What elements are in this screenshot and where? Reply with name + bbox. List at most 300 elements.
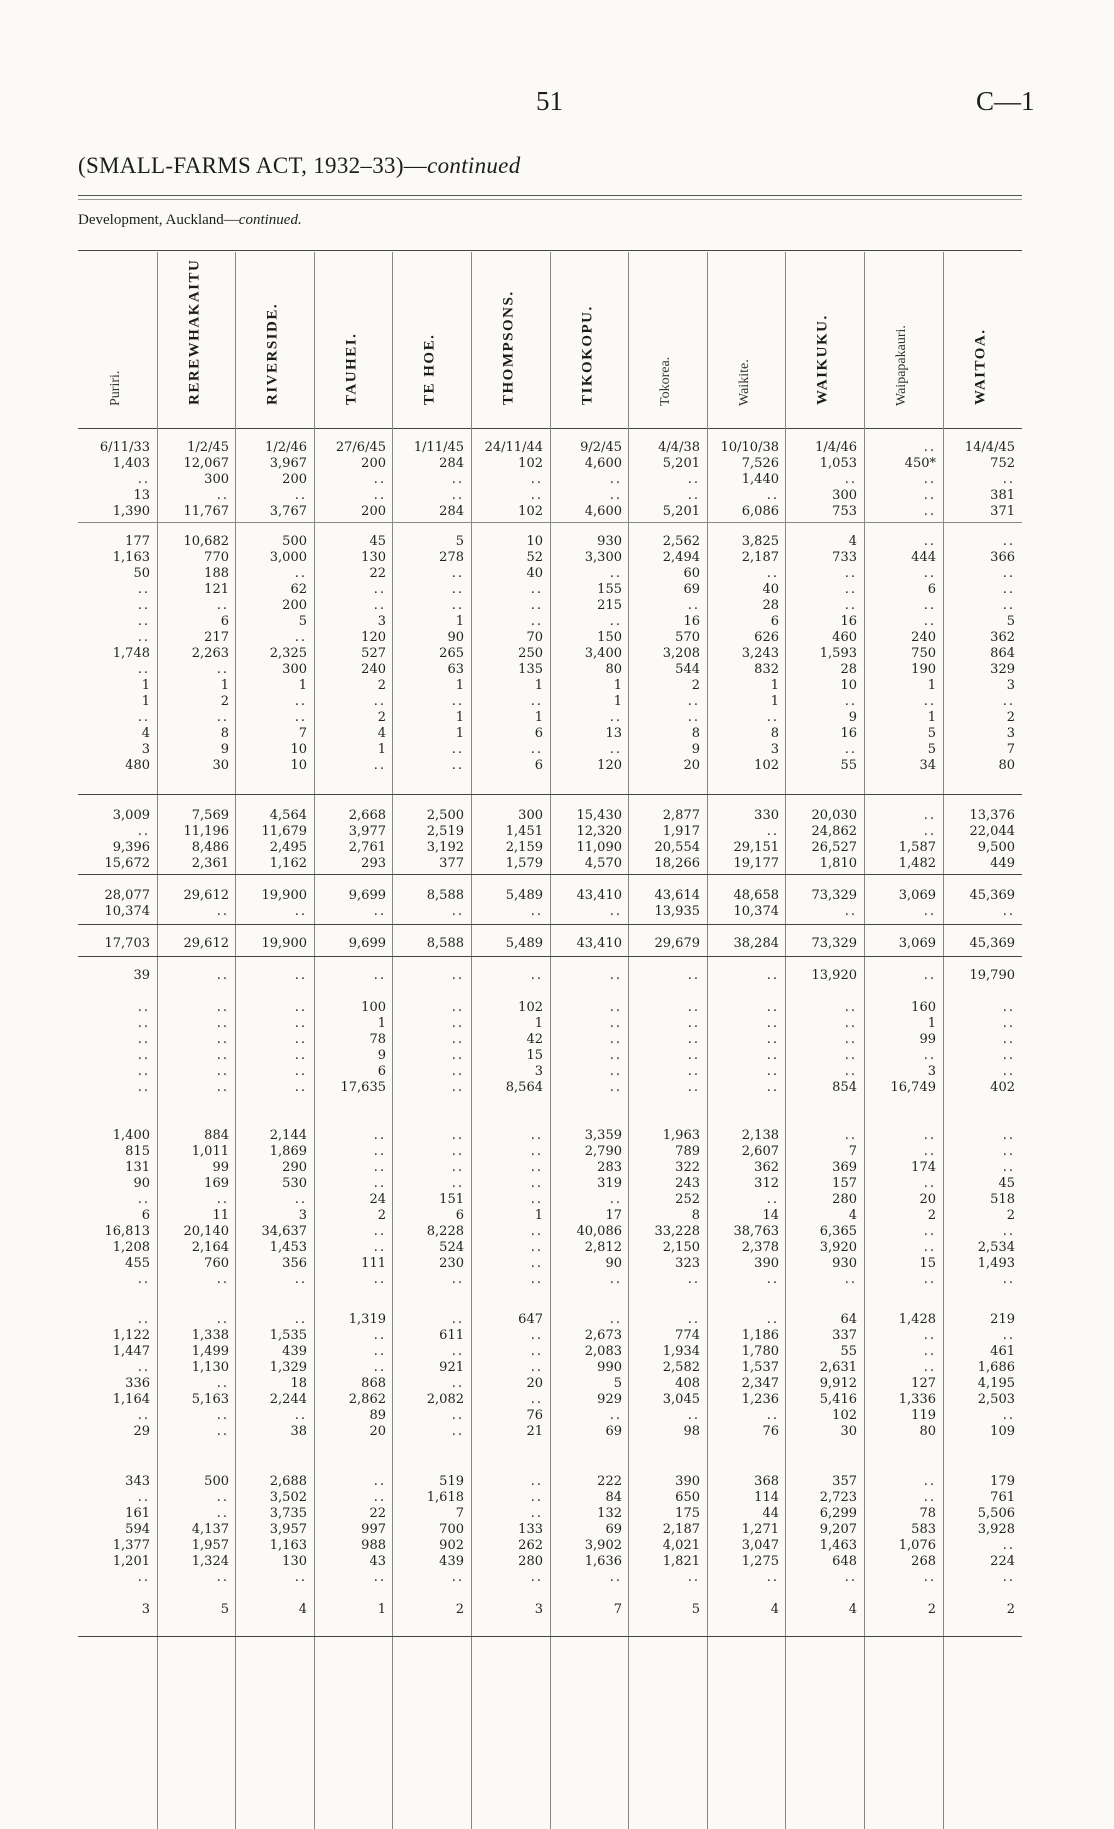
table-cell: 3,502 — [269, 1490, 307, 1505]
table-cell: 3,920 — [819, 1240, 857, 1255]
table-cell: 4,021 — [662, 1538, 700, 1553]
table-cell: 6 — [220, 614, 229, 629]
table-cell: 132 — [597, 1506, 622, 1521]
table-cell: .. — [609, 488, 622, 503]
table-cell: 1,934 — [662, 1344, 700, 1359]
table-cell: 356 — [282, 1256, 307, 1271]
table-cell: 319 — [597, 1176, 622, 1191]
table-cell: 1,403 — [112, 456, 150, 471]
table-cell: 16,813 — [104, 1224, 150, 1239]
table-cell: 13 — [133, 488, 150, 503]
table-cell: .. — [451, 1344, 464, 1359]
page-number: 51 — [536, 86, 563, 116]
table-cell: 336 — [125, 1376, 150, 1391]
table-cell: 752 — [990, 456, 1015, 471]
table-cell: 760 — [204, 1256, 229, 1271]
column-header-label: TE HOE. — [421, 333, 438, 405]
table-cell: .. — [923, 1224, 936, 1239]
table-cell: 16,749 — [890, 1080, 936, 1095]
table-cell: 169 — [204, 1176, 229, 1191]
table-cell: 377 — [439, 856, 464, 871]
table-cell: .. — [216, 1016, 229, 1031]
table-cell: 42 — [526, 1032, 543, 1047]
table-cell: 2,790 — [584, 1144, 622, 1159]
table-cell: .. — [294, 1570, 307, 1585]
table-cell: 343 — [125, 1474, 150, 1489]
table-cell: 43,410 — [576, 888, 622, 903]
table-cell: 157 — [832, 1176, 857, 1191]
table-cell: 38,763 — [733, 1224, 779, 1239]
table-cell: 2,723 — [819, 1490, 857, 1505]
table-cell: 78 — [919, 1506, 936, 1521]
table-cell: .. — [609, 472, 622, 487]
table-cell: 17,703 — [104, 936, 150, 951]
table-cell: 1,163 — [112, 550, 150, 565]
table-cell: 9,500 — [977, 840, 1015, 855]
table-cell: 268 — [911, 1554, 936, 1569]
table-cell: 4 — [770, 1602, 779, 1617]
table-cell: 1,593 — [819, 646, 857, 661]
table-cell: 200 — [282, 598, 307, 613]
table-cell: 2 — [1006, 1602, 1015, 1617]
row-group-rule — [78, 794, 1022, 795]
table-cell: .. — [530, 742, 543, 757]
table-cell: .. — [451, 1048, 464, 1063]
table-cell: 2,378 — [741, 1240, 779, 1255]
table-cell: 3,069 — [898, 936, 936, 951]
table-cell: 6/11/33 — [99, 440, 150, 455]
table-cell: 50 — [133, 566, 150, 581]
table-cell: 76 — [762, 1424, 779, 1439]
table-cell: 921 — [439, 1360, 464, 1375]
table-cell: 73,329 — [811, 936, 857, 951]
table-cell: .. — [530, 1176, 543, 1191]
table-cell: 583 — [911, 1522, 936, 1537]
table-cell: .. — [216, 1570, 229, 1585]
table-cell: 10,682 — [183, 534, 229, 549]
table-cell: .. — [609, 566, 622, 581]
table-cell: 1 — [534, 678, 543, 693]
table-cell: 460 — [832, 630, 857, 645]
table-cell: .. — [373, 488, 386, 503]
table-cell: 2,812 — [584, 1240, 622, 1255]
table-cell: 988 — [361, 1538, 386, 1553]
table-cell: 7 — [455, 1506, 464, 1521]
table-cell: .. — [1002, 582, 1015, 597]
table-cell: 111 — [361, 1256, 386, 1271]
table-cell: .. — [766, 1080, 779, 1095]
column-header — [235, 262, 311, 422]
table-cell: 4 — [848, 1208, 857, 1223]
table-cell: 2,244 — [269, 1392, 307, 1407]
table-cell: 1 — [455, 710, 464, 725]
table-cell: 8,588 — [426, 888, 464, 903]
table-cell: 322 — [675, 1160, 700, 1175]
table-cell: .. — [609, 710, 622, 725]
column-header — [550, 262, 626, 422]
table-cell: 2,361 — [191, 856, 229, 871]
table-cell: .. — [766, 488, 779, 503]
table-cell: .. — [530, 488, 543, 503]
table-cell: 1,324 — [191, 1554, 229, 1569]
table-cell: .. — [687, 1048, 700, 1063]
table-cell: 224 — [990, 1554, 1015, 1569]
table-cell: 3 — [1006, 726, 1015, 741]
table-cell: .. — [1002, 1272, 1015, 1287]
table-cell: 1 — [613, 694, 622, 709]
table-cell: 48,658 — [733, 888, 779, 903]
table-cell: .. — [530, 968, 543, 983]
table-cell: 11,196 — [183, 824, 229, 839]
table-cell: .. — [373, 1240, 386, 1255]
table-cell: .. — [844, 1064, 857, 1079]
table-cell: 8,486 — [191, 840, 229, 855]
table-cell: 1,587 — [898, 840, 936, 855]
table-cell: .. — [451, 488, 464, 503]
table-cell: .. — [451, 968, 464, 983]
table-cell: 2,862 — [348, 1392, 386, 1407]
table-cell: 4 — [377, 726, 386, 741]
table-cell: 5 — [455, 534, 464, 549]
table-cell: 20 — [919, 1192, 936, 1207]
table-cell: .. — [137, 1032, 150, 1047]
table-cell: .. — [530, 1272, 543, 1287]
column-header — [78, 262, 154, 422]
table-cell: .. — [766, 968, 779, 983]
table-cell: 1 — [534, 710, 543, 725]
table-cell: 9,699 — [348, 888, 386, 903]
table-cell: .. — [294, 904, 307, 919]
table-cell: .. — [373, 582, 386, 597]
table-cell: 109 — [990, 1424, 1015, 1439]
table-cell: .. — [137, 630, 150, 645]
table-cell: 5,489 — [505, 888, 543, 903]
table-cell: 7,569 — [191, 808, 229, 823]
table-cell: .. — [216, 1000, 229, 1015]
table-cell: 1/2/46 — [265, 440, 307, 455]
table-cell: 650 — [675, 1490, 700, 1505]
table-cell: .. — [1002, 1048, 1015, 1063]
table-cell: .. — [844, 582, 857, 597]
table-cell: .. — [451, 1160, 464, 1175]
column-header-label: Puriri. — [108, 370, 123, 406]
table-cell: 1,537 — [741, 1360, 779, 1375]
table-cell: 5 — [613, 1376, 622, 1391]
table-cell: .. — [1002, 1160, 1015, 1175]
table-cell: 2,138 — [741, 1128, 779, 1143]
table-cell: .. — [1002, 1128, 1015, 1143]
table-cell: 135 — [518, 662, 543, 677]
table-cell: .. — [530, 1256, 543, 1271]
column-header-label: RIVERSIDE. — [264, 302, 281, 405]
table-cell: .. — [451, 1128, 464, 1143]
table-cell: 929 — [597, 1392, 622, 1407]
table-cell: .. — [687, 1032, 700, 1047]
table-cell: .. — [923, 598, 936, 613]
table-cell: 2,150 — [662, 1240, 700, 1255]
table-cell: 2,761 — [348, 840, 386, 855]
table-cell: 16 — [840, 726, 857, 741]
table-cell: .. — [844, 694, 857, 709]
table-cell: 408 — [675, 1376, 700, 1391]
table-cell: 69 — [683, 582, 700, 597]
table-cell: .. — [766, 1064, 779, 1079]
table-cell: 99 — [212, 1160, 229, 1175]
table-cell: 1,201 — [112, 1554, 150, 1569]
column-header — [157, 258, 233, 422]
table-cell: 329 — [990, 662, 1015, 677]
table-cell: .. — [216, 598, 229, 613]
table-cell: .. — [923, 808, 936, 823]
table-cell: 127 — [911, 1376, 936, 1391]
table-cell: 15 — [919, 1256, 936, 1271]
table-cell: 524 — [439, 1240, 464, 1255]
table-cell: .. — [373, 1360, 386, 1375]
table-cell: 17 — [605, 1208, 622, 1223]
table-cell: .. — [687, 968, 700, 983]
table-cell: 6,086 — [741, 504, 779, 519]
table-cell: 131 — [125, 1160, 150, 1175]
table-cell: .. — [1002, 1328, 1015, 1343]
table-cell: .. — [451, 1064, 464, 1079]
table-cell: 2 — [691, 678, 700, 693]
table-cell: .. — [923, 440, 936, 455]
table-cell: 626 — [754, 630, 779, 645]
table-cell: 188 — [204, 566, 229, 581]
table-cell: 2 — [927, 1208, 936, 1223]
table-cell: .. — [294, 1312, 307, 1327]
table-cell: 1,400 — [112, 1128, 150, 1143]
table-cell: .. — [609, 1272, 622, 1287]
table-cell: 1,162 — [269, 856, 307, 871]
table-cell: 11,767 — [183, 504, 229, 519]
table-cell: .. — [137, 1360, 150, 1375]
table-cell: 130 — [282, 1554, 307, 1569]
table-cell: 284 — [439, 456, 464, 471]
table-cell: .. — [1002, 1144, 1015, 1159]
table-cell: .. — [216, 1272, 229, 1287]
table-cell: .. — [137, 1048, 150, 1063]
table-cell: .. — [609, 904, 622, 919]
table-cell: 16 — [840, 614, 857, 629]
table-cell: 9,396 — [112, 840, 150, 855]
table-cell: .. — [923, 1360, 936, 1375]
table-cell: .. — [530, 472, 543, 487]
table-cell: 2,159 — [505, 840, 543, 855]
table-cell: .. — [923, 968, 936, 983]
table-cell: 15,430 — [576, 808, 622, 823]
table-cell: .. — [609, 1016, 622, 1031]
table-cell: .. — [530, 1360, 543, 1375]
table-cell: .. — [294, 1000, 307, 1015]
table-cell: 3,735 — [269, 1506, 307, 1521]
table-cell: 868 — [361, 1376, 386, 1391]
table-cell: 262 — [518, 1538, 543, 1553]
table-cell: .. — [137, 1272, 150, 1287]
table-cell: 518 — [990, 1192, 1015, 1207]
table-cell: 29,679 — [654, 936, 700, 951]
table-cell: .. — [530, 1160, 543, 1175]
table-cell: 19,177 — [733, 856, 779, 871]
table-cell: 5 — [927, 726, 936, 741]
table-cell: .. — [530, 694, 543, 709]
column-header-label: Waikite. — [737, 359, 752, 406]
table-cell: 337 — [832, 1328, 857, 1343]
table-cell: 7,526 — [741, 456, 779, 471]
table-cell: 3 — [534, 1064, 543, 1079]
table-cell: .. — [844, 1570, 857, 1585]
table-cell: 11,679 — [261, 824, 307, 839]
table-cell: 10,374 — [104, 904, 150, 919]
table-cell: 62 — [290, 582, 307, 597]
table-cell: 45 — [998, 1176, 1015, 1191]
table-cell: 1,453 — [269, 1240, 307, 1255]
table-cell: .. — [530, 1490, 543, 1505]
table-cell: .. — [844, 472, 857, 487]
table-cell: .. — [687, 1570, 700, 1585]
table-cell: .. — [373, 472, 386, 487]
table-cell: 40,086 — [576, 1224, 622, 1239]
table-cell: 114 — [754, 1490, 779, 1505]
table-cell: 10 — [290, 742, 307, 757]
table-cell: 930 — [832, 1256, 857, 1271]
table-cell: 4,137 — [191, 1522, 229, 1537]
table-cell: 2,144 — [269, 1128, 307, 1143]
table-cell: .. — [451, 1570, 464, 1585]
table-cell: 60 — [683, 566, 700, 581]
table-cell: 2 — [220, 694, 229, 709]
table-cell: .. — [1002, 534, 1015, 549]
column-header-label: Tokorea. — [658, 356, 673, 406]
table-cell: 1,275 — [741, 1554, 779, 1569]
table-cell: .. — [923, 1328, 936, 1343]
table-cell: .. — [844, 598, 857, 613]
table-cell: 3,000 — [269, 550, 307, 565]
table-cell: 4 — [848, 534, 857, 549]
table-cell: .. — [766, 566, 779, 581]
table-cell: .. — [373, 1490, 386, 1505]
column-header-label: TIKOKOPU. — [579, 305, 596, 405]
table-cell: 6 — [770, 614, 779, 629]
table-cell: 11 — [212, 1208, 229, 1223]
table-cell: 3,957 — [269, 1522, 307, 1537]
table-cell: .. — [137, 1080, 150, 1095]
column-header-label: WAIKUKU. — [814, 314, 831, 405]
table-cell: 1,748 — [112, 646, 150, 661]
table-cell: 179 — [990, 1474, 1015, 1489]
table-cell: 3,047 — [741, 1538, 779, 1553]
table-cell: 175 — [675, 1506, 700, 1521]
table-cell: 2 — [1006, 1208, 1015, 1223]
table-cell: .. — [609, 614, 622, 629]
table-cell: .. — [137, 1490, 150, 1505]
table-cell: 1,780 — [741, 1344, 779, 1359]
document-reference: C—1 — [976, 86, 1035, 116]
table-cell: .. — [216, 1408, 229, 1423]
table-cell: 52 — [526, 550, 543, 565]
table-cell: .. — [451, 904, 464, 919]
table-cell: 19,790 — [969, 968, 1015, 983]
table-cell: .. — [530, 1144, 543, 1159]
table-cell: 3 — [1006, 678, 1015, 693]
table-cell: 28 — [840, 662, 857, 677]
table-cell: 14/4/45 — [964, 440, 1015, 455]
table-cell: .. — [216, 488, 229, 503]
table-cell: 4,195 — [977, 1376, 1015, 1391]
table-cell: 3,069 — [898, 888, 936, 903]
table-cell: 43,614 — [654, 888, 700, 903]
table-cell: .. — [766, 1312, 779, 1327]
table-cell: 5 — [927, 742, 936, 757]
table-cell: .. — [451, 694, 464, 709]
table-cell: 2,495 — [269, 840, 307, 855]
table-cell: 16 — [683, 614, 700, 629]
table-cell: 750 — [911, 646, 936, 661]
table-cell: .. — [137, 1064, 150, 1079]
table-cell: 43 — [369, 1554, 386, 1569]
table-cell: .. — [687, 1016, 700, 1031]
table-cell: 21 — [526, 1424, 543, 1439]
table-cell: 1,821 — [662, 1554, 700, 1569]
table-cell: 20,140 — [183, 1224, 229, 1239]
table-cell: 1,338 — [191, 1328, 229, 1343]
table-cell: .. — [609, 742, 622, 757]
table-cell: 9 — [691, 742, 700, 757]
table-cell: .. — [137, 582, 150, 597]
table-cell: 215 — [597, 598, 622, 613]
table-cell: 243 — [675, 1176, 700, 1191]
table-cell: 500 — [282, 534, 307, 549]
table-cell: 1,579 — [505, 856, 543, 871]
table-cell: 2 — [377, 710, 386, 725]
table-cell: .. — [923, 534, 936, 549]
table-cell: 5 — [220, 1602, 229, 1617]
table-cell: .. — [1002, 1064, 1015, 1079]
table-cell: 1 — [613, 678, 622, 693]
table-cell: .. — [530, 1128, 543, 1143]
table-cell: 1,499 — [191, 1344, 229, 1359]
table-cell: 4,600 — [584, 456, 622, 471]
table-cell: 69 — [605, 1522, 622, 1537]
table-cell: 4 — [298, 1602, 307, 1617]
table-cell: 30 — [840, 1424, 857, 1439]
table-cell: 2,877 — [662, 808, 700, 823]
table-cell: .. — [294, 694, 307, 709]
table-cell: 1 — [377, 1602, 386, 1617]
table-cell: 1,451 — [505, 824, 543, 839]
table-cell: .. — [1002, 904, 1015, 919]
table-cell: .. — [137, 710, 150, 725]
table-cell: .. — [687, 1000, 700, 1015]
table-cell: 2,187 — [741, 550, 779, 565]
table-cell: 7 — [1006, 742, 1015, 757]
table-cell: 64 — [840, 1312, 857, 1327]
table-cell: 2,673 — [584, 1328, 622, 1343]
table-cell: 3 — [534, 1602, 543, 1617]
table-cell: 1,208 — [112, 1240, 150, 1255]
table-cell: .. — [451, 1376, 464, 1391]
column-header — [785, 262, 861, 422]
table-cell: 10 — [526, 534, 543, 549]
table-cell: 2,631 — [819, 1360, 857, 1375]
table-cell: 121 — [204, 582, 229, 597]
column-header — [471, 262, 547, 422]
table-cell: 119 — [911, 1408, 936, 1423]
table-cell: .. — [687, 488, 700, 503]
table-cell: 2,325 — [269, 646, 307, 661]
table-cell: 1/11/45 — [413, 440, 464, 455]
table-cell: 1,447 — [112, 1344, 150, 1359]
